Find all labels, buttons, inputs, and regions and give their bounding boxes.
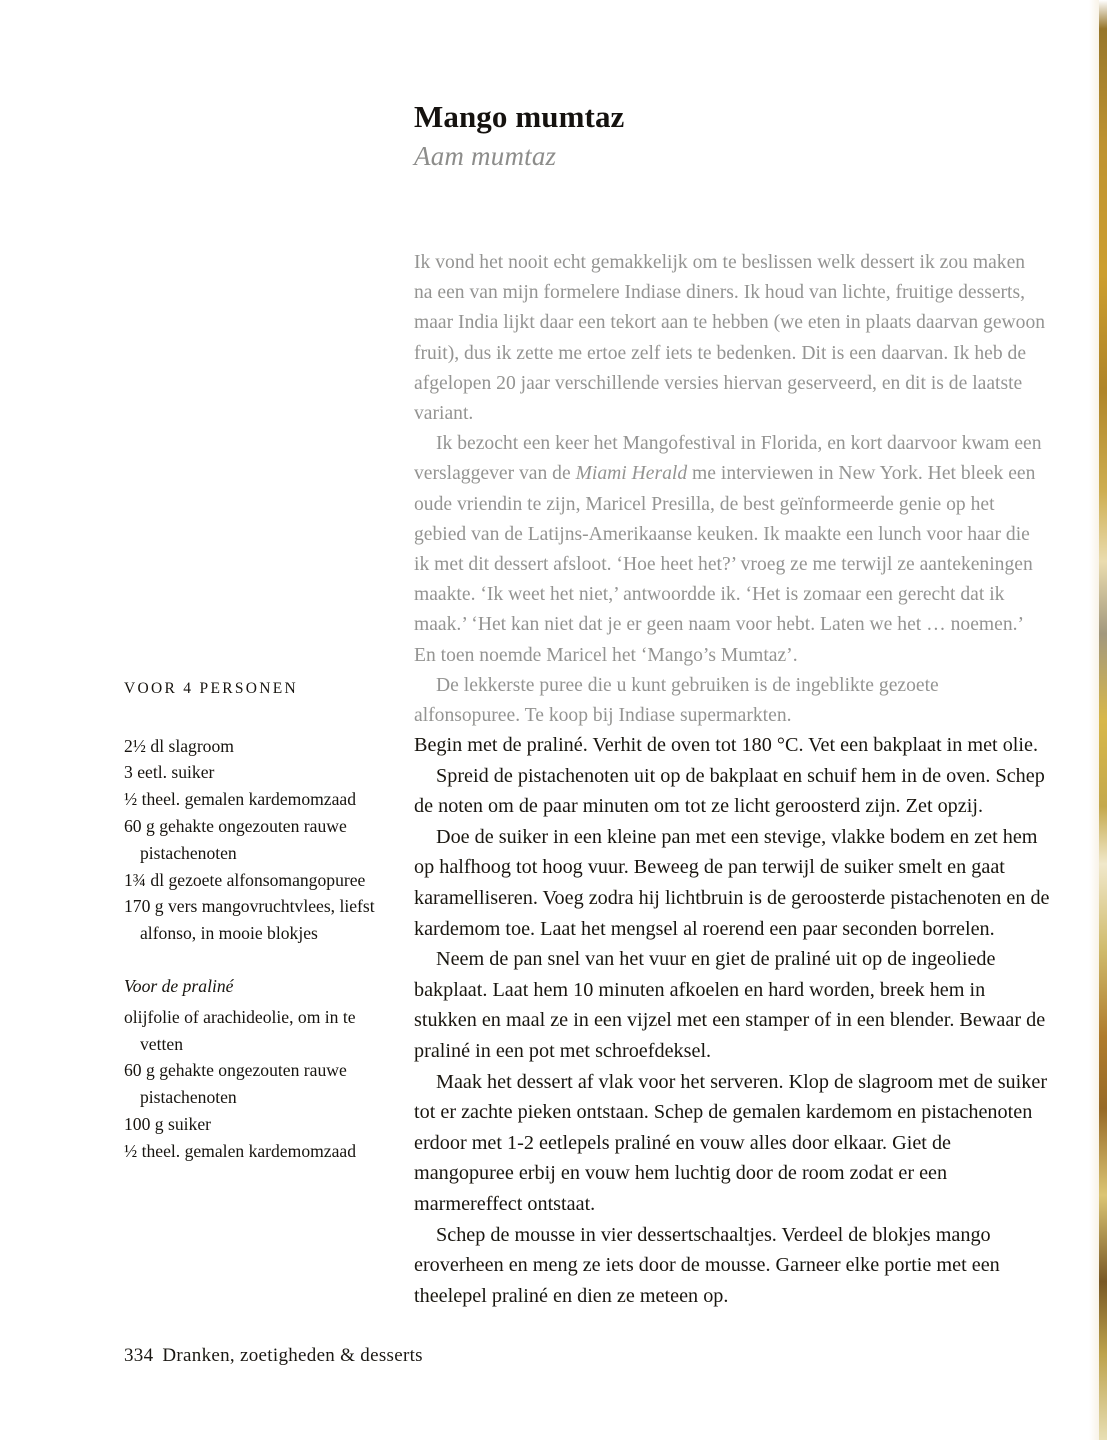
running-head-section: Dranken, zoetigheden & desserts xyxy=(162,1345,423,1366)
recipe-header xyxy=(414,100,1064,172)
facing-page-bleed-strip xyxy=(1099,0,1107,1440)
intro-paragraph-2 xyxy=(414,429,1048,671)
list-item: 60 g gehakte ongezouten rauwe pistachenoten xyxy=(124,1060,347,1108)
publication-name: Miami Herald xyxy=(575,463,688,485)
list-item: 1¾ dl gezoete alfonsomangopuree xyxy=(124,869,366,890)
list-item: 170 g vers mangovruchtvlees, liefst alfonso, in mooie blokjes xyxy=(124,896,375,944)
list-item: ½ theel. gemalen kardemomzaad xyxy=(124,1140,357,1161)
list-item: 100 g suiker xyxy=(124,1113,211,1134)
ingredient-list-main xyxy=(124,733,386,947)
list-item: 2½ dl slagroom xyxy=(124,735,234,756)
method-text xyxy=(414,730,1050,1311)
intro-paragraph-2-tail: me interviewen in New York. Het bleek een oude vriendin te zijn, Maricel Presilla, de best geïnformeerde genie op het gebied van de Latijns-Amerikaanse keuken. Ik maakte een lunch voor haar die ik met dit dessert afsloot. ‘Hoe heet het?’ vroeg ze me terwijl ze aantekeningen maakte. ‘Ik weet het niet,’ antwoordde ik. ‘Het is zomaar een gerecht dat ik maak.’ ‘Het kan niet dat je er geen naam voor hebt. Laten we het … noemen.’ En toen noemde Maricel het ‘Mango’s Mumtaz’. xyxy=(414,463,1036,666)
praline-subheading: Voor de praliné xyxy=(124,975,234,996)
list-item: ½ theel. gemalen kardemomzaad xyxy=(124,789,357,810)
method-step-3: Doe de suiker in een kleine pan met een stevige, vlakke bodem en zet hem op halfhoog tot hoog vuur. Beweeg de pan terwijl de suiker smelt en gaat karamelliseren. Voeg zodra hij lichtbruin is de geroosterde pistachenoten en de kardemom toe. Laat het mengsel al roerend een paar seconden borrelen. xyxy=(414,825,1050,940)
method-step-6: Schep de mousse in vier dessertschaaltjes. Verdeel de blokjes mango eroverheen en meng ze iets door de mousse. Garneer elke portie met een theelepel praliné en dien ze meteen op. xyxy=(414,1223,1000,1307)
list-item: olijfolie of arachideolie, om in te vetten xyxy=(124,1006,356,1054)
page-edge-gradient xyxy=(1089,0,1099,1440)
list-item: 60 g gehakte ongezouten rauwe pistachenoten xyxy=(124,815,347,863)
intro-paragraph-2-lead: Ik bezocht een keer het Mangofestival in Florida, en kort daarvoor kwam een verslaggever van de xyxy=(414,433,1042,485)
page-number: 334 xyxy=(124,1345,154,1366)
ingredients-sidebar xyxy=(124,680,386,1165)
page-subtitle: Aam mumtaz xyxy=(414,140,557,171)
serving-size-label: VOOR 4 PERSONEN xyxy=(124,680,299,697)
page-title: Mango mumtaz xyxy=(414,99,625,134)
intro-paragraph-1: Ik vond het nooit echt gemakkelijk om te beslissen welk dessert ik zou maken na een van mijn formelere Indiase diners. Ik houd van lichte, fruitige desserts, maar India lijkt daar een tekort aan te hebben (we eten in plaats daarvan gewoon fruit), dus ik zette me ertoe zelf iets te bedenken. Dit is een daarvan. Ik heb de afgelopen 20 jaar verschillende versies hiervan geserveerd, en dit is de laatste variant. xyxy=(414,252,1046,425)
ingredient-list-praline xyxy=(124,1004,386,1165)
method-step-1: Begin met de praliné. Verhit de oven tot 180 °C. Vet een bakplaat in met olie. xyxy=(414,734,1039,756)
method-step-4: Neem de pan snel van het vuur en giet de praliné uit op de ingeoliede bakplaat. Laat hem 10 minuten afkoelen en hard worden, breek hem in stukken en maal ze in een vijzel met een stamper of in een blender. Bewaar de praliné in een pot met schroefdeksel. xyxy=(414,948,1046,1062)
introduction-text xyxy=(414,248,1048,731)
intro-paragraph-3: De lekkerste puree die u kunt gebruiken is de ingeblikte gezoete alfonsopuree. Te koop bij Indiase supermarkten. xyxy=(414,674,939,727)
method-step-5: Maak het dessert af vlak voor het serveren. Klop de slagroom met de suiker tot er zachte pieken ontstaan. Schep de gemalen kardemom en pistachenoten erdoor met 1-2 eetlepels praliné en vouw alles door elkaar. Giet de mangopuree erbij en vouw hem luchtig door de room zodat er een marmereffect ontstaat. xyxy=(414,1070,1048,1215)
list-item: 3 eetl. suiker xyxy=(124,762,215,783)
page-footer xyxy=(124,1345,423,1367)
method-step-2: Spreid de pistachenoten uit op de bakplaat en schuif hem in de oven. Schep de noten om de paar minuten om tot ze licht geroosterd zijn. Zet opzij. xyxy=(414,764,1045,818)
